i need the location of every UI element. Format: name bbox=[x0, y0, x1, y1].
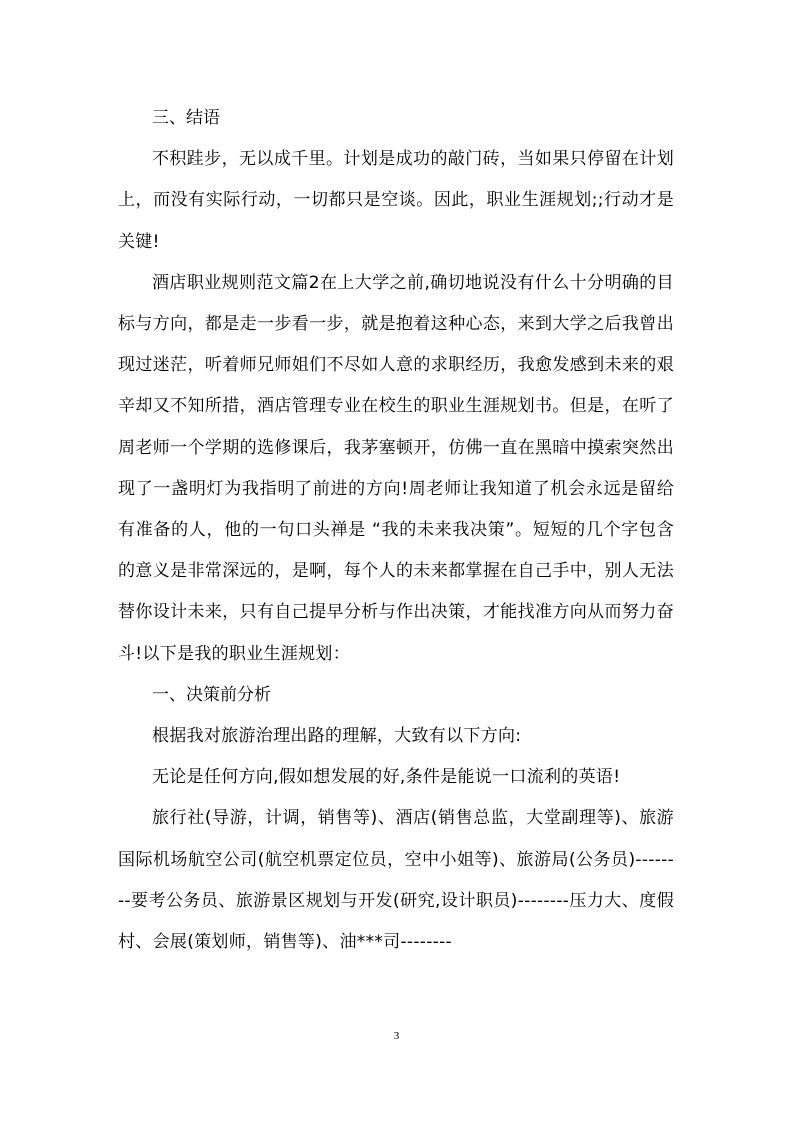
document-body bbox=[118, 98, 674, 963]
paragraph-directions: 根据我对旅游治理出路的理解，大致有以下方向: bbox=[152, 726, 522, 747]
paragraph-career-intro: 酒店职业规则范文篇2在上大学之前,确切地说没有什么十分明确的目标与方向，都是走一步看一步，就是抱着这种心态，来到大学之后我曾出现过迷茫，听着师兄师姐们不尽如人意的求职经历，我愈发感到未来的艰辛却又不知所措，酒店管理专业在校生的职业生涯规划书。但是，在听了周老师一个学期的选修课后，我茅塞顿开，仿佛一直在黑暗中摸索突然出现了一盏明灯为我指明了前进的方向!周老师让我知道了机会永远是留给有准备的人，他的一句口头禅是 “我的未来我决策”。短短的几个字包含的意义是非常深远的，是啊，每个人的未来都掌握在自己手中，别人无法替你设计未来，只有自己提早分析与作出决策，才能找准方向从而努力奋斗!以下是我的职业生涯规划： bbox=[118, 272, 674, 664]
paragraph-conclusion: 不积跬步，无以成千里。计划是成功的敲门砖，当如果只停留在计划上，而没有实际行动，一切都只是空谈。因此，职业生涯规划;;行动才是关键! bbox=[118, 149, 674, 252]
paragraph-career-options: 旅行社(导游，计调，销售等)、酒店(销售总监，大堂副理等)、旅游国际机场航空公司(航空机票定位员，空中小姐等)、旅游局(公务员)--------要考公务员、旅游景区规划与开发(研究,设计职员)--------压力大、度假村、会展(策划师，销售等)、油***司-------- bbox=[118, 808, 674, 953]
section-heading-conclusion: 三、结语 bbox=[152, 108, 220, 128]
section-heading-analysis: 一、决策前分析 bbox=[152, 684, 271, 705]
paragraph-english-requirement: 无论是任何方向,假如想发展的好,条件是能说一口流利的英语! bbox=[152, 767, 621, 788]
page-number: 3 bbox=[393, 1030, 400, 1042]
